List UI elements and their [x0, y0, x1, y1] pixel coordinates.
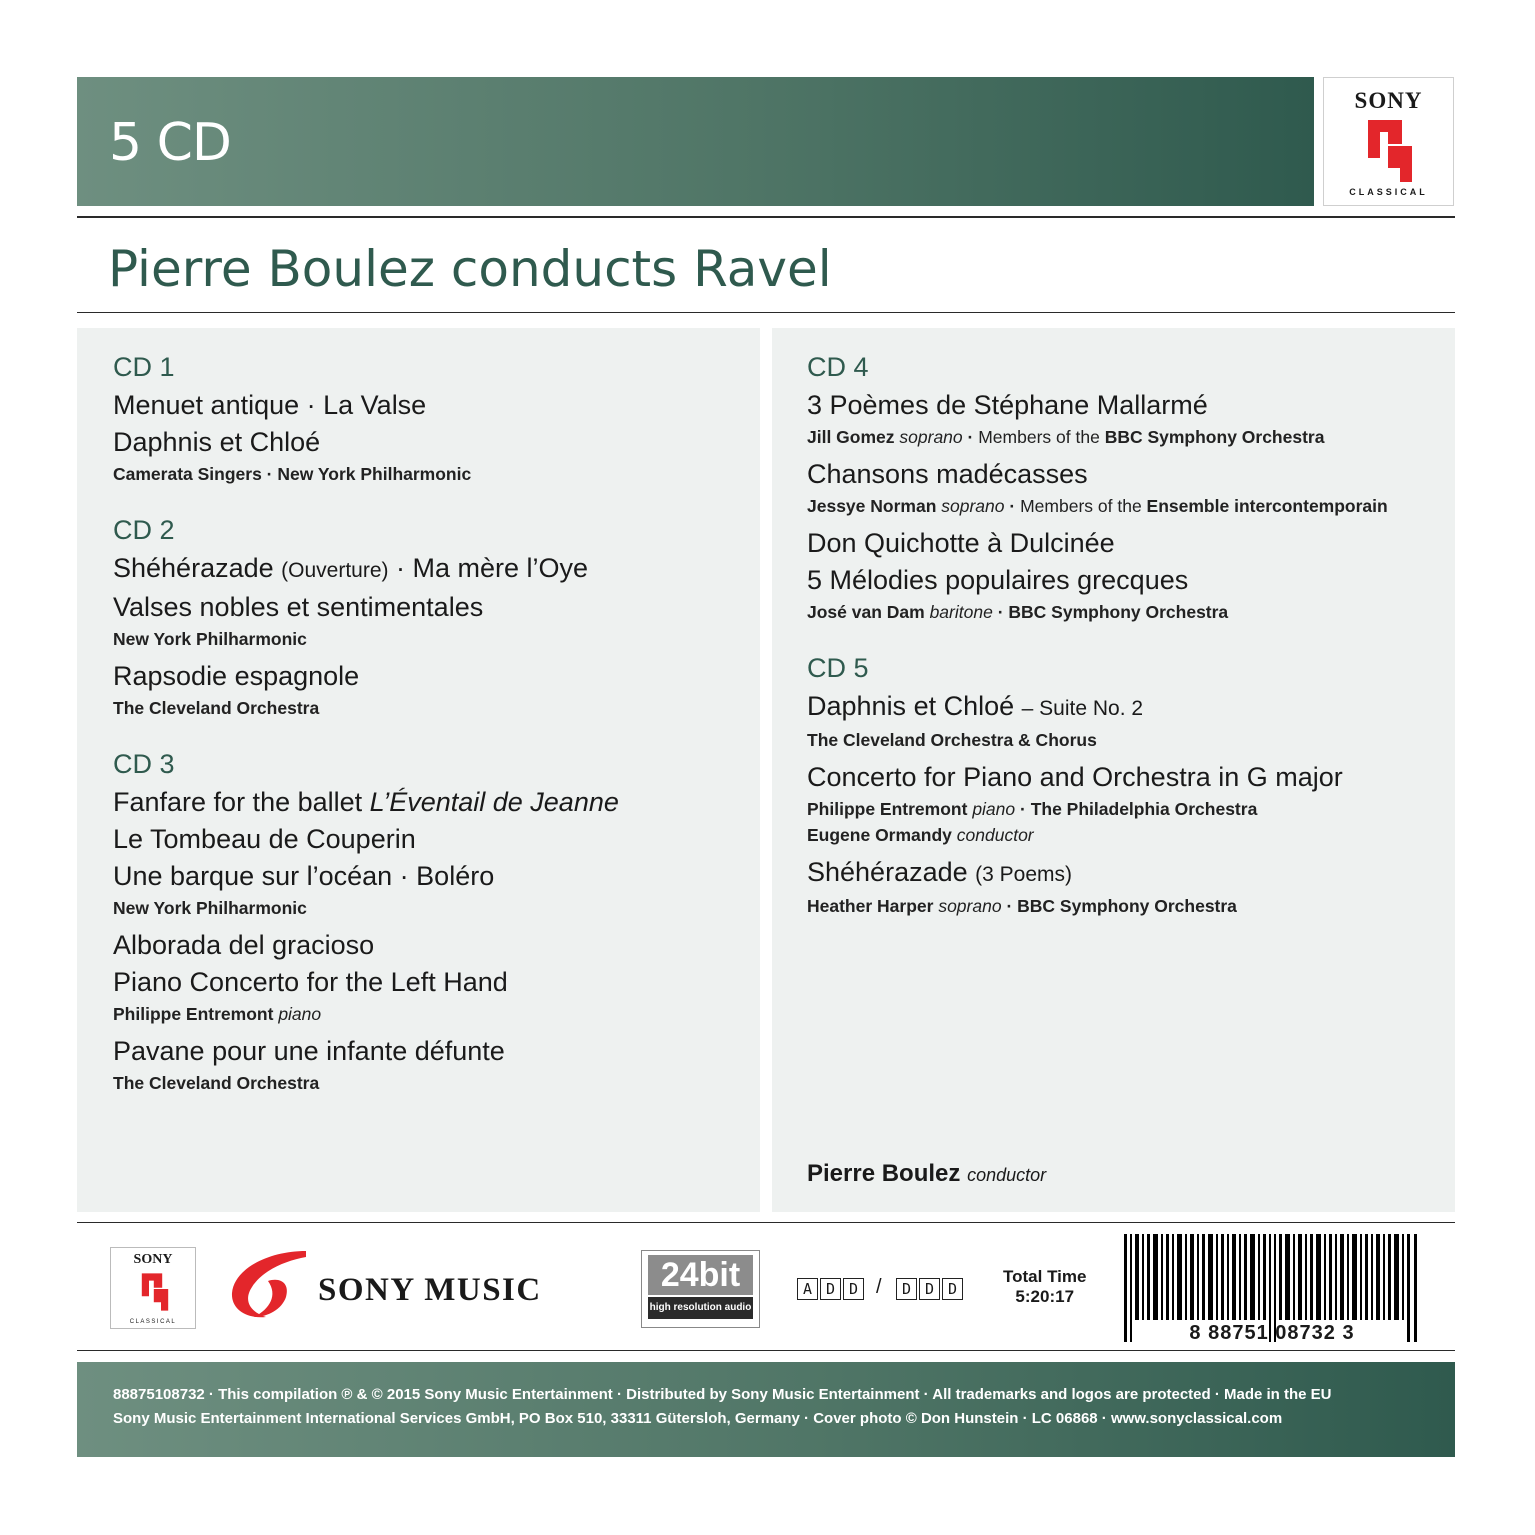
- cd3-label: CD 3: [113, 749, 175, 779]
- divider-top: [77, 216, 1455, 218]
- conductor-credit: Pierre Boulez conductor: [807, 1160, 1047, 1187]
- cd3-work-4: Alborada del gracioso: [113, 930, 375, 960]
- cd4-label: CD 4: [807, 352, 869, 382]
- cd5-work-3: Shéhérazade (3 Poems): [807, 857, 1073, 887]
- total-time-label: Total Time: [1003, 1267, 1087, 1286]
- ddd-cell: D: [919, 1278, 940, 1300]
- sony-classical-mark-icon: [1360, 118, 1420, 184]
- add-cell: D: [820, 1278, 841, 1300]
- disc-count: 5 CD: [109, 113, 231, 173]
- barcode-digits: 8 88751 08732 3: [1189, 1322, 1355, 1344]
- cd3-performers-3: The Cleveland Orchestra: [113, 1073, 320, 1093]
- cd5-label: CD 5: [807, 653, 869, 683]
- divider-title: [77, 312, 1455, 313]
- cd2-performers-1: New York Philharmonic: [113, 629, 307, 649]
- total-time-value: 5:20:17: [1015, 1287, 1075, 1306]
- bit-depth: 24bit: [648, 1255, 753, 1295]
- hi-res-label: high resolution audio: [648, 1297, 753, 1319]
- cd2-label: CD 2: [113, 515, 175, 545]
- sony-music-swoosh-icon: [228, 1247, 310, 1321]
- cd1-label: CD 1: [113, 352, 175, 382]
- cd2-performers-2: The Cleveland Orchestra: [113, 698, 320, 718]
- cd5-performers-3: Eugene Ormandy conductor: [807, 825, 1034, 845]
- cd2-work-1: Shéhérazade (Ouverture) · Ma mère l’Oye: [113, 553, 589, 583]
- divider-bottom-2: [77, 1350, 1455, 1351]
- ddd-cell: D: [896, 1278, 917, 1300]
- cd5-performers-2: Philippe Entremont piano · The Philadelphia Orchestra: [807, 799, 1258, 819]
- cd3-work-6: Pavane pour une infante défunte: [113, 1036, 505, 1066]
- cd1-work-2: Daphnis et Chloé: [113, 427, 321, 457]
- footer-line-1: 88875108732 · This compilation ℗ & © 2015 Sony Music Entertainment · Distributed by Sony Music Entertainment · All trademarks and logos are protected · Made in the EU: [113, 1386, 1332, 1403]
- add-cell: A: [797, 1278, 818, 1300]
- cd4-performers-2: Jessye Norman soprano · Members of the Ensemble intercontemporain: [807, 496, 1388, 516]
- cd1-performers: Camerata Singers · New York Philharmonic: [113, 464, 472, 484]
- add-code: [797, 1278, 866, 1300]
- classical-small-wordmark: CLASSICAL: [129, 1319, 177, 1325]
- sony-classical-small-mark-icon: [137, 1270, 173, 1314]
- left-column: [113, 352, 753, 1102]
- footer-bar: [77, 1362, 1455, 1457]
- divider-bottom-1: [77, 1222, 1455, 1223]
- cd1-work-1: Menuet antique · La Valse: [113, 390, 427, 420]
- cd4-performers-1: Jill Gomez soprano · Members of the BBC Symphony Orchestra: [807, 427, 1325, 447]
- cd4-work-4: 5 Mélodies populaires grecques: [807, 565, 1189, 595]
- footer-line-2: Sony Music Entertainment International Services GmbH, PO Box 510, 33311 Gütersloh, Germany · Cover photo © Don Hunstein · LC 06868 · www.sonyclassical.com: [113, 1410, 1283, 1427]
- code-separator: /: [876, 1276, 882, 1298]
- cd3-work-2: Le Tombeau de Couperin: [113, 824, 416, 854]
- sony-small-wordmark: SONY: [133, 1252, 173, 1267]
- classical-wordmark: CLASSICAL: [1349, 187, 1428, 197]
- cd4-work-3: Don Quichotte à Dulcinée: [807, 528, 1115, 558]
- sony-classical-logo: [1323, 77, 1454, 206]
- cd3-work-3: Une barque sur l’océan · Boléro: [113, 861, 495, 891]
- page-title: Pierre Boulez conducts Ravel: [108, 240, 832, 298]
- sony-classical-small-logo: [110, 1247, 196, 1329]
- cd3-performers-2: Philippe Entremont piano: [113, 1004, 322, 1024]
- cd5-performers-1: The Cleveland Orchestra & Chorus: [807, 730, 1097, 750]
- ddd-cell: D: [942, 1278, 963, 1300]
- cd5-work-1: Daphnis et Chloé – Suite No. 2: [807, 691, 1144, 721]
- right-column: [807, 352, 1447, 925]
- cd2-work-2: Valses nobles et sentimentales: [113, 592, 484, 622]
- ddd-code: [896, 1278, 965, 1300]
- total-time: [1003, 1267, 1086, 1307]
- cd3-work-5: Piano Concerto for the Left Hand: [113, 967, 508, 997]
- cd4-work-1: 3 Poèmes de Stéphane Mallarmé: [807, 390, 1208, 420]
- sony-music-wordmark: SONY MUSIC: [318, 1272, 542, 1308]
- cd4-work-2: Chansons madécasses: [807, 459, 1088, 489]
- sony-wordmark: SONY: [1354, 88, 1423, 113]
- cd5-performers-4: Heather Harper soprano · BBC Symphony Orchestra: [807, 896, 1237, 916]
- hi-res-badge: [641, 1250, 760, 1328]
- header-bar: [77, 77, 1314, 206]
- cd3-work-1: Fanfare for the ballet L’Éventail de Jeanne: [113, 787, 619, 817]
- cd5-work-2: Concerto for Piano and Orchestra in G major: [807, 762, 1343, 792]
- cd3-performers-1: New York Philharmonic: [113, 898, 307, 918]
- cd2-work-3: Rapsodie espagnole: [113, 661, 360, 691]
- cd4-performers-3: José van Dam baritone · BBC Symphony Orchestra: [807, 602, 1229, 622]
- add-cell: D: [843, 1278, 864, 1300]
